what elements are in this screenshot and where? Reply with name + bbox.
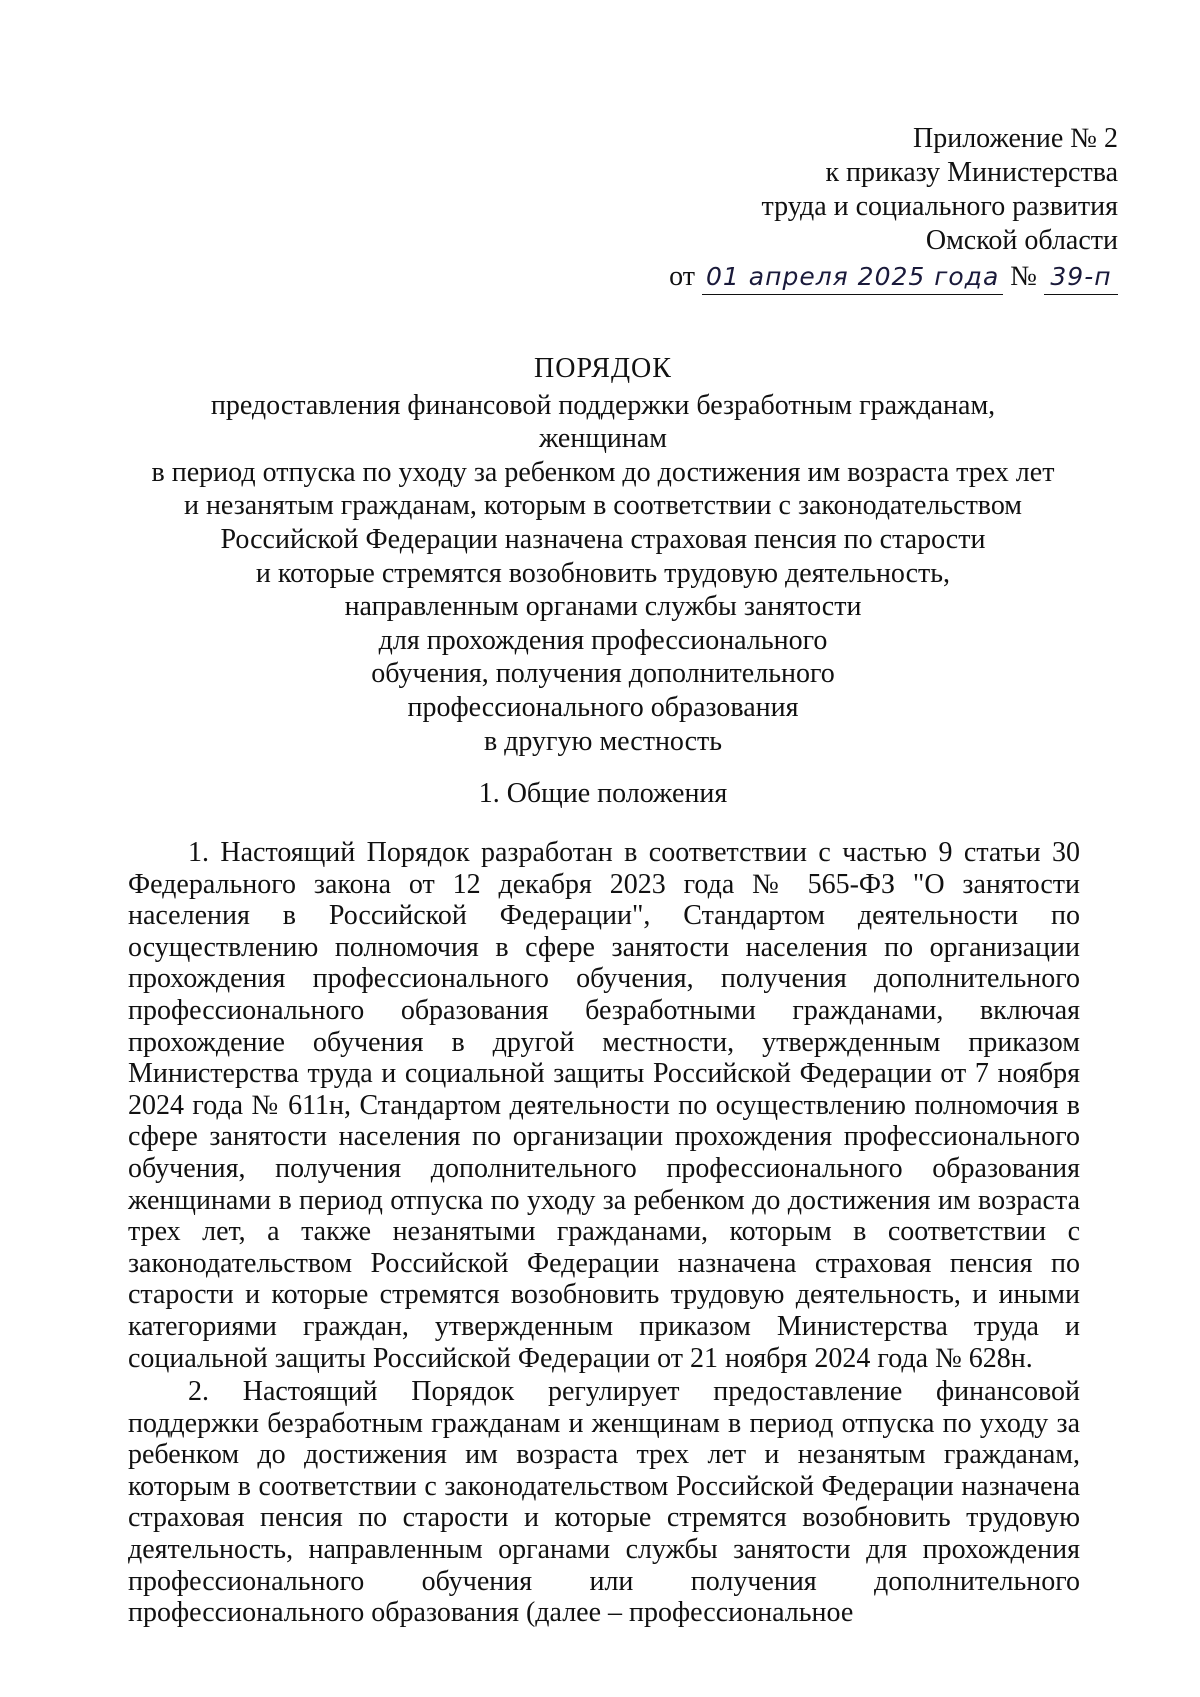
title-line: Российской Федерации назначена страховая пенсия по старости [220,523,986,555]
from-label: от [669,261,696,292]
title-line: направленным органами службы занятости [344,591,862,623]
document-title [150,352,1056,758]
handwritten-date: 01 апреля 2025 года [702,260,1003,295]
paragraph: 2. Настоящий Порядок регулирует предоставление финансовой поддержки безработным гражданам и женщинам в период отпуска по уходу за ребенком до достижения им возраста трех лет и незанятым гражданам, которым в соответствии с законодательством Российской Федерации назначена страховая пенсия по старости и которые стремятся возобновить трудовую деятельность, направленным органами службы занятости для прохождения профессионального обучения или получения дополнительного профессионального образования (далее – профессиональное [128,1376,1080,1629]
title-line: для прохождения профессионального [378,624,828,656]
title-line: и незанятым гражданам, которым в соответствии с законодательством [183,490,1023,522]
title-line: и которые стремятся возобновить трудовую деятельность, [255,557,951,589]
title-main: ПОРЯДОК [534,353,672,384]
appendix-region: Омской области [925,225,1118,256]
order-date-number-line [478,260,1118,295]
title-line: профессионального образования [407,691,799,723]
handwritten-number: 39-п [1044,260,1118,295]
appendix-order-ref: к приказу Министерства [825,157,1118,188]
title-line: в период отпуска по уходу за ребенком до достижения им возраста трех лет [151,456,1055,488]
number-label: № [1010,261,1037,292]
appendix-number: Приложение № 2 [913,123,1118,154]
section-heading: 1. Общие положения [478,778,728,809]
title-line: обучения, получения дополнительного [371,658,835,690]
appendix-block [478,122,1118,295]
title-line: в другую местность [483,725,723,757]
document-body [128,837,1080,1631]
title-line: предоставления финансовой поддержки безработным гражданам, женщинам [210,389,996,455]
paragraph: 1. Настоящий Порядок разработан в соответствии с частью 9 статьи 30 Федерального закона от 12 декабря 2023 года № 565-ФЗ "О занятости населения в Российской Федерации", Стандартом деятельности по осуществлению полномочия в сфере занятости населения по организации прохождения профессионального обучения, получения дополнительного профессионального образования безработными гражданами, включая прохождение обучения в другой местности, утвержденным приказом Министерства труда и социальной защиты Российской Федерации от 7 ноября 2024 года № 611н, Стандартом деятельности по осуществлению полномочия в сфере занятости населения по организации прохождения профессионального обучения, получения дополнительного профессионального образования женщинами в период отпуска по уходу за ребенком до достижения им возраста трех лет, а также незанятыми гражданами, которым в соответствии с законодательством Российской Федерации назначена страховая пенсия по старости и которые стремятся возобновить трудовую деятельность, и иными категориями граждан, утвержденным приказом Министерства труда и социальной защиты Российской Федерации от 21 ноября 2024 года № 628н. [128,837,1080,1374]
appendix-ministry: труда и социального развития [761,191,1118,222]
